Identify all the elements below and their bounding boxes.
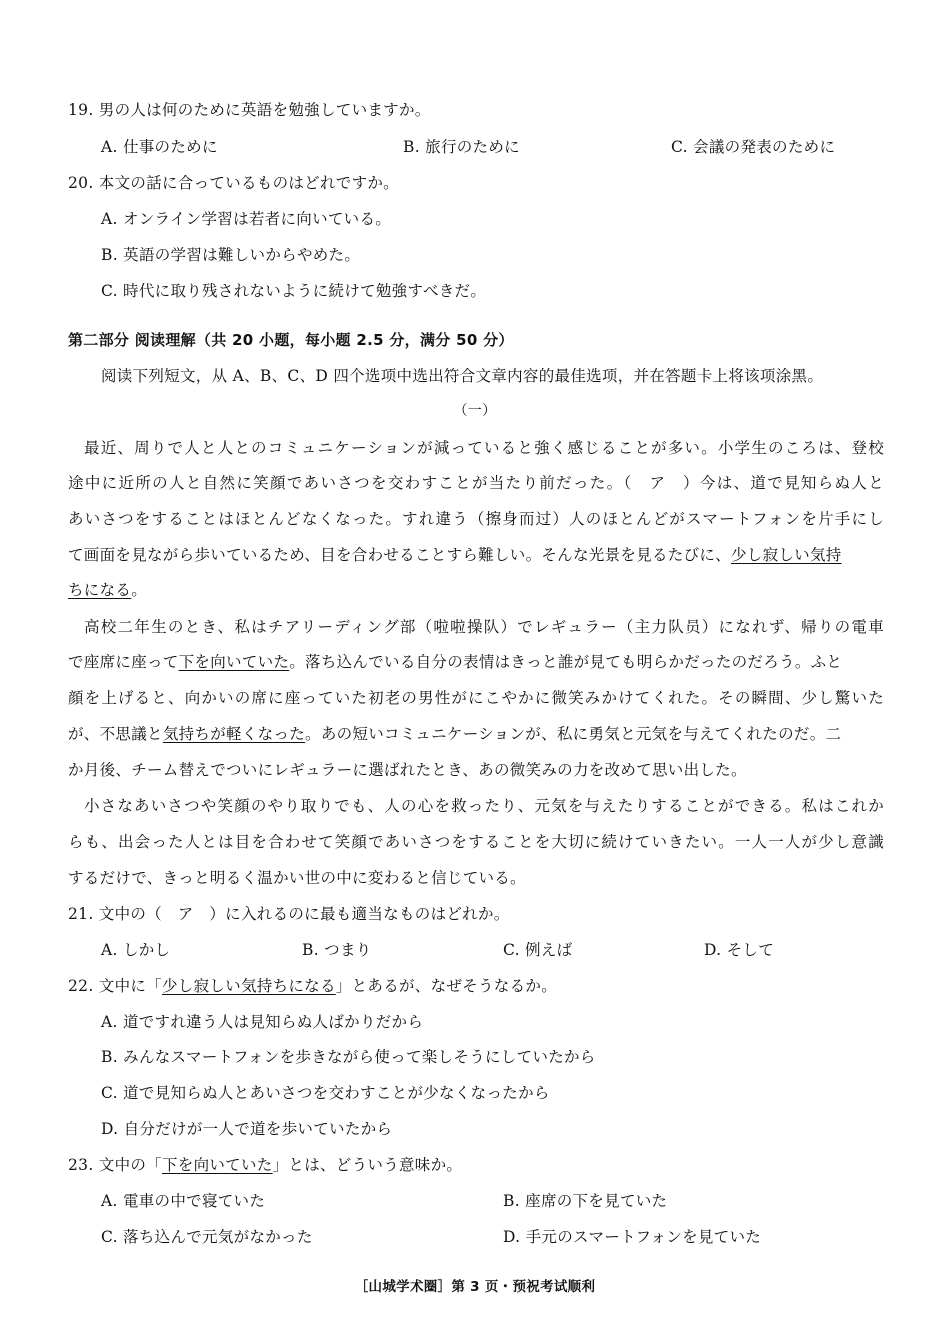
passage-p1-line4 — [68, 545, 884, 565]
q22-option-a: A. 道ですれ違う人は見知らぬ人ばかりだから — [101, 1013, 424, 1031]
underlined-phrase-sabishii: 少し寂しい気持 — [730, 546, 842, 564]
passage-p2-line1: 高校二年生のとき、私はチアリーディング部（啦啦操队）でレギュラー（主力队员）になれず、帰りの電車 — [84, 618, 884, 636]
passage-p1-line1: 最近、周りで人と人とのコミュニケーションが減っていると強く感じることが多い。小学生のころは、登校 — [84, 439, 884, 457]
q19-stem: 19. 男の人は何のために英語を勉強していますか。 — [68, 101, 431, 119]
q22-stem-text: 22. 文中に「 — [68, 977, 162, 995]
q19-option-a: A. 仕事のために — [101, 138, 218, 156]
q22-option-c: C. 道で見知らぬ人とあいさつを交わすことが少なくなったから — [101, 1084, 550, 1102]
passage-text: 。あの短いコミュニケーションが、私に勇気と元気を与えてくれたのだ。二 — [305, 725, 842, 743]
passage-text: 。 — [131, 581, 148, 599]
q22-underlined-phrase: 少し寂しい気持ちになる — [161, 977, 336, 995]
underlined-phrase-sabishii-cont: ちになる — [68, 581, 132, 599]
underlined-phrase-karuku: 気持ちが軽くなった — [162, 725, 306, 743]
section-heading: 第二部分 阅读理解（共 20 小题，每小题 2.5 分，满分 50 分） — [68, 331, 514, 349]
passage-p2-line5: か月後、チーム替えでついにレギュラーに選ばれたとき、あの微笑みの力を改めて思い出した。 — [68, 761, 747, 779]
q22-option-b: B. みんなスマートフォンを歩きながら使って楽しそうにしていたから — [101, 1048, 596, 1066]
q19-option-b: B. 旅行のために — [403, 138, 520, 156]
q21-stem: 21. 文中の（ ア ）に入れるのに最も適当なものはどれか。 — [68, 905, 510, 923]
passage-p1-line2: 途中に近所の人と自然に笑顔であいさつを交わすことが当たり前だった。（ ア ）今は、道で見知らぬ人と — [68, 474, 884, 492]
underlined-phrase-shita: 下を向いていた — [178, 653, 290, 671]
q21-option-b: B. つまり — [302, 941, 372, 959]
q21-option-a: A. しかし — [101, 941, 171, 959]
q22-stem — [68, 976, 557, 996]
passage-p2-line2 — [68, 652, 884, 672]
passage-p3-line3: するだけで、きっと明るく温かい世の中に変わると信じている。 — [68, 869, 526, 887]
page-footer: ［山城学术圈］第 3 页・预祝考试顺利 — [354, 1279, 596, 1295]
q21-option-d: D. そして — [704, 941, 775, 959]
section-instruction: 阅读下列短文，从 A、B、C、D 四个选项中选出符合文章内容的最佳选项，并在答题卡上将该项涂黑。 — [101, 367, 824, 385]
passage-p2-line3: 顔を上げると、向かいの席に座っていた初老の男性がにこやかに微笑みかけてくれた。その瞬間、少し驚いた — [68, 689, 885, 707]
q23-option-a: A. 電車の中で寝ていた — [101, 1192, 266, 1210]
q21-option-c: C. 例えば — [503, 941, 573, 959]
q23-option-c: C. 落ち込んで元気がなかった — [101, 1228, 313, 1246]
passage-text: が、不思議と — [68, 725, 163, 743]
passage-text: 。落ち込んでいる自分の表情はきっと誰が見ても明らかだったのだろう。ふと — [289, 653, 843, 671]
passage-text: て画面を見ながら歩いているため、目を合わせることすら難しい。そんな光景を見るたびに、 — [68, 546, 731, 564]
q22-stem-text: 」とあるが、なぜそうなるか。 — [335, 977, 557, 995]
q23-underlined-phrase: 下を向いていた — [161, 1156, 273, 1174]
q19-option-c: C. 会議の発表のために — [671, 138, 836, 156]
passage-p3-line2: らも、出会った人とは目を合わせて笑顔であいさつをすることを大切に続けていきたい。一人一人が少し意識 — [68, 833, 885, 851]
q23-option-d: D. 手元のスマートフォンを見ていた — [503, 1228, 762, 1246]
passage-text: で座席に座って — [68, 653, 179, 671]
q20-option-a: A. オンライン学習は若者に向いている。 — [101, 210, 392, 228]
q20-stem: 20. 本文の話に合っているものはどれですか。 — [68, 174, 399, 192]
passage-p1-line5 — [68, 580, 884, 600]
q20-option-c: C. 時代に取り残されないように続けて勉強すべきだ。 — [101, 282, 487, 300]
passage-p1-line3: あいさつをすることはほとんどなくなった。すれ違う（擦身而过）人のほとんどがスマートフォンを片手にし — [68, 510, 884, 528]
q23-stem-text: 23. 文中の「 — [68, 1156, 162, 1174]
passage-p2-line4 — [68, 724, 884, 744]
passage-label: （一） — [453, 403, 497, 419]
q23-option-b: B. 座席の下を見ていた — [503, 1192, 668, 1210]
q23-stem — [68, 1155, 462, 1175]
passage-p3-line1: 小さなあいさつや笑顔のやり取りでも、人の心を救ったり、元気を与えたりすることができる。私はこれか — [84, 797, 884, 815]
q20-option-b: B. 英語の学習は難しいからやめた。 — [101, 246, 361, 264]
q22-option-d: D. 自分だけが一人で道を歩いていたから — [101, 1120, 393, 1138]
q23-stem-text: 」とは、どういう意味か。 — [272, 1156, 463, 1174]
